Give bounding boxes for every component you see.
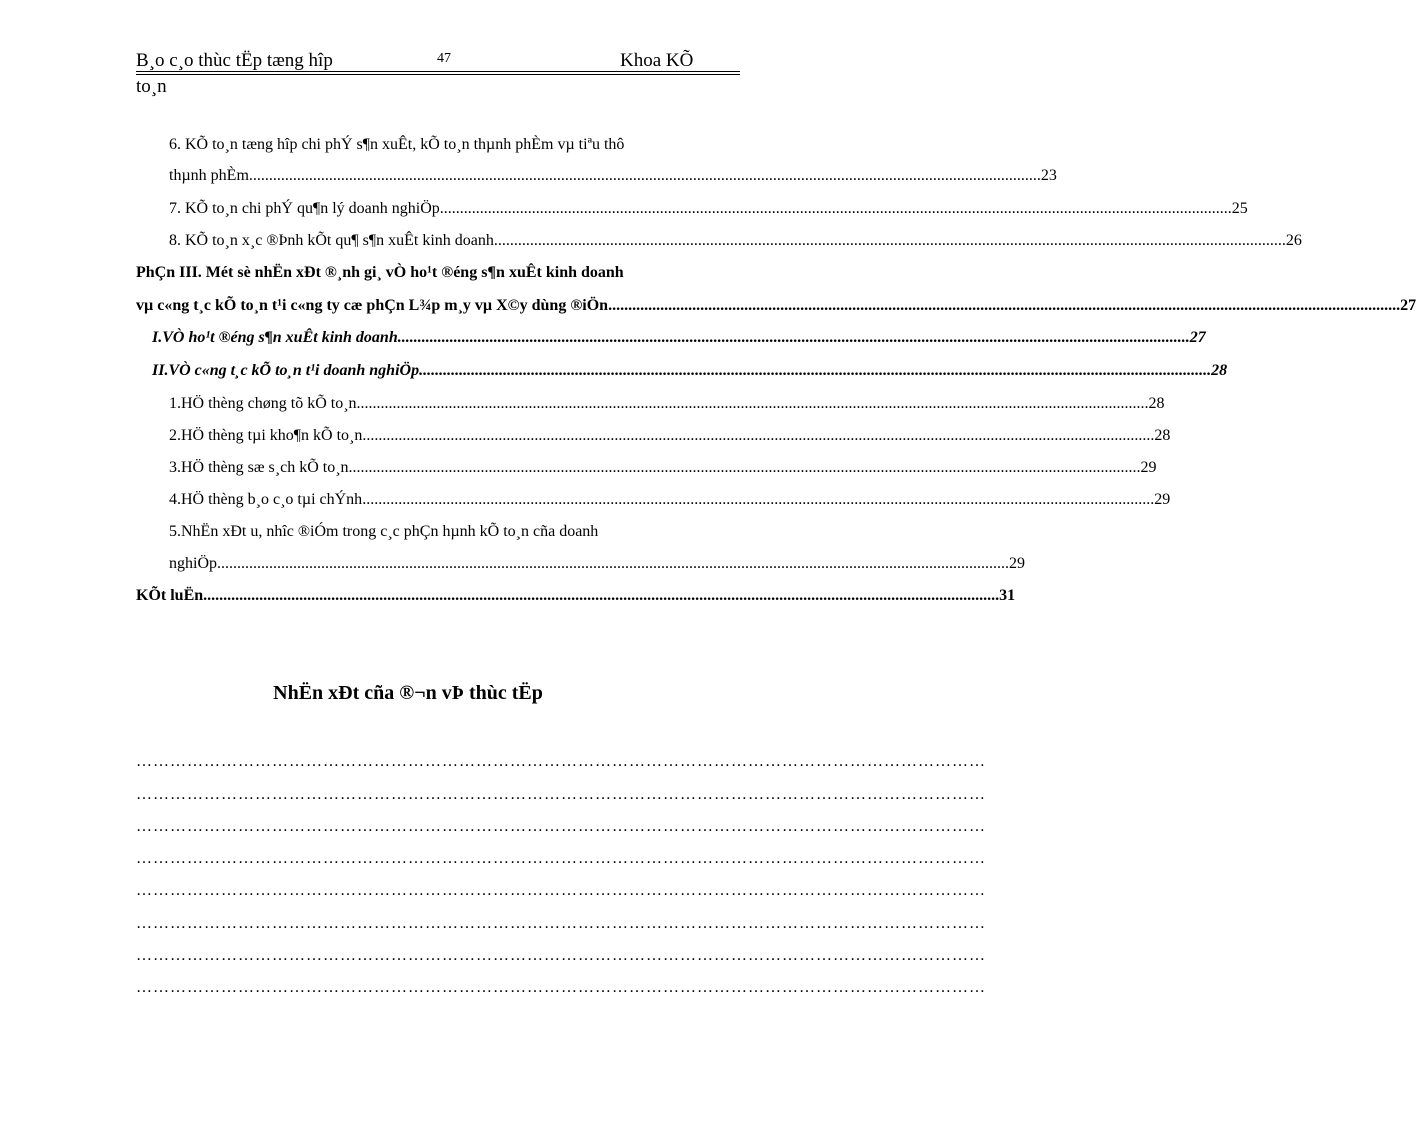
toc-item6-page: 23 <box>1040 167 1057 184</box>
notes-dotted-line: …………………………………………………………………………………………………………………………………… <box>136 753 986 770</box>
toc-sub3-row <box>169 458 1157 478</box>
toc-item6-line2: thµnh phÈm <box>169 167 249 184</box>
toc-item7-row <box>169 199 1248 219</box>
toc-conclusion-page: 31 <box>999 587 1016 604</box>
toc-sub2-page: 28 <box>1154 427 1171 444</box>
toc-sub5-row <box>169 554 1025 574</box>
toc-sec2-title: II.VÒ c«ng t¸c kÕ to¸n t¹i doanh nghiÖp <box>152 362 420 379</box>
notes-dotted-line: …………………………………………………………………………………………………………………………………… <box>136 818 986 835</box>
header-report-title: B¸o c¸o thùc tËp tæng hîp <box>136 50 333 71</box>
toc-sub4-title: 4.HÖ thèng b¸o c¸o tµi chÝnh <box>169 491 363 508</box>
toc-leader-dots: ...................................................................................................................................................................................................... <box>608 297 1401 314</box>
toc-leader-dots: ...................................................................................................................................................................................................... <box>248 167 1041 184</box>
notes-title: NhËn xÐt cña ®¬n vÞ thùc tËp <box>273 682 543 704</box>
toc-sec2-row <box>152 361 1228 381</box>
toc-part3-row <box>136 296 1416 316</box>
toc-sub3-page: 29 <box>1140 459 1157 476</box>
toc-item8-title: 8. KÕ to¸n x¸c ®Þnh kÕt qu¶ s¶n xuÊt kinh doanh <box>169 232 494 249</box>
toc-item7-title: 7. KÕ to¸n chi phÝ qu¶n lý doanh nghiÖp <box>169 200 440 217</box>
header-department-continued: to¸n <box>136 76 167 97</box>
toc-item6-row <box>169 166 1057 186</box>
toc-item8-page: 26 <box>1285 232 1302 249</box>
toc-item7-page: 25 <box>1231 200 1248 217</box>
notes-dotted-line: …………………………………………………………………………………………………………………………………… <box>136 850 986 867</box>
toc-leader-dots: ...................................................................................................................................................................................................... <box>362 491 1155 508</box>
toc-sec1-page: 27 <box>1189 329 1206 346</box>
toc-sub3-title: 3.HÖ thèng sæ s¸ch kÕ to¸n <box>169 459 349 476</box>
notes-dotted-line: …………………………………………………………………………………………………………………………………… <box>136 882 986 899</box>
notes-dotted-line: …………………………………………………………………………………………………………………………………… <box>136 786 986 803</box>
toc-sub4-row <box>169 490 1171 510</box>
toc-leader-dots: ...................................................................................................................................................................................................... <box>419 362 1212 379</box>
toc-part3-page: 27 <box>1400 297 1416 314</box>
header-rule-top <box>136 71 740 72</box>
toc-sub5-page: 29 <box>1009 555 1025 572</box>
toc-sub5-line1: 5.NhËn xÐt u, nhîc ®iÓm trong c¸c phÇn hµnh kÕ to¸n cña doanh <box>169 523 599 540</box>
toc-leader-dots: ...................................................................................................................................................................................................... <box>493 232 1286 249</box>
toc-conclusion-row <box>136 586 1016 606</box>
toc-sec2-page: 28 <box>1211 362 1228 379</box>
toc-sec1-title: I.VÒ ho¹t ®éng s¶n xuÊt kinh doanh <box>152 329 398 346</box>
toc-leader-dots: ...................................................................................................................................................................................................... <box>356 395 1149 412</box>
toc-item6-line1: 6. KÕ to¸n tæng hîp chi phÝ s¶n xuÊt, kÕ to¸n thµnh phÈm vµ tiªu thô <box>169 136 625 153</box>
header-page-number: 47 <box>437 51 451 66</box>
toc-leader-dots: ...................................................................................................................................................................................................... <box>217 555 1009 572</box>
toc-sec1-row <box>152 328 1206 348</box>
notes-dotted-line: …………………………………………………………………………………………………………………………………… <box>136 979 986 996</box>
toc-conclusion-title: KÕt luËn. <box>136 587 208 604</box>
toc-sub5-line2: nghiÖp <box>169 555 217 572</box>
toc-part3-line1: PhÇn III. Mét sè nhËn xÐt ®¸nh gi¸ vÒ ho¹t ®éng s¶n xuÊt kinh doanh <box>136 264 624 281</box>
toc-part3-line2: vµ c«ng t¸c kÕ to¸n t¹i c«ng ty cæ phÇn L¾p m¸y vµ X©y dùng ®iÖn <box>136 297 609 314</box>
toc-sub1-page: 28 <box>1148 395 1165 412</box>
notes-dotted-line: …………………………………………………………………………………………………………………………………… <box>136 915 986 932</box>
toc-sub2-title: 2.HÖ thèng tµi kho¶n kÕ to¸n <box>169 427 363 444</box>
toc-sub1-row <box>169 394 1165 414</box>
toc-leader-dots: ...................................................................................................................................................................................................... <box>348 459 1141 476</box>
toc-sub1-title: 1.HÖ thèng chøng tõ kÕ to¸n <box>169 395 357 412</box>
toc-leader-dots: ...................................................................................................................................................................................................... <box>207 587 1000 604</box>
toc-leader-dots: ...................................................................................................................................................................................................... <box>397 329 1190 346</box>
toc-item8-row <box>169 231 1302 251</box>
header-rule-bottom <box>136 74 740 75</box>
toc-sub4-page: 29 <box>1154 491 1171 508</box>
notes-dotted-line: …………………………………………………………………………………………………………………………………… <box>136 947 986 964</box>
toc-sub2-row <box>169 426 1171 446</box>
toc-leader-dots: ...................................................................................................................................................................................................... <box>439 200 1232 217</box>
toc-leader-dots: ...................................................................................................................................................................................................... <box>362 427 1155 444</box>
header-department: Khoa KÕ <box>620 50 694 71</box>
